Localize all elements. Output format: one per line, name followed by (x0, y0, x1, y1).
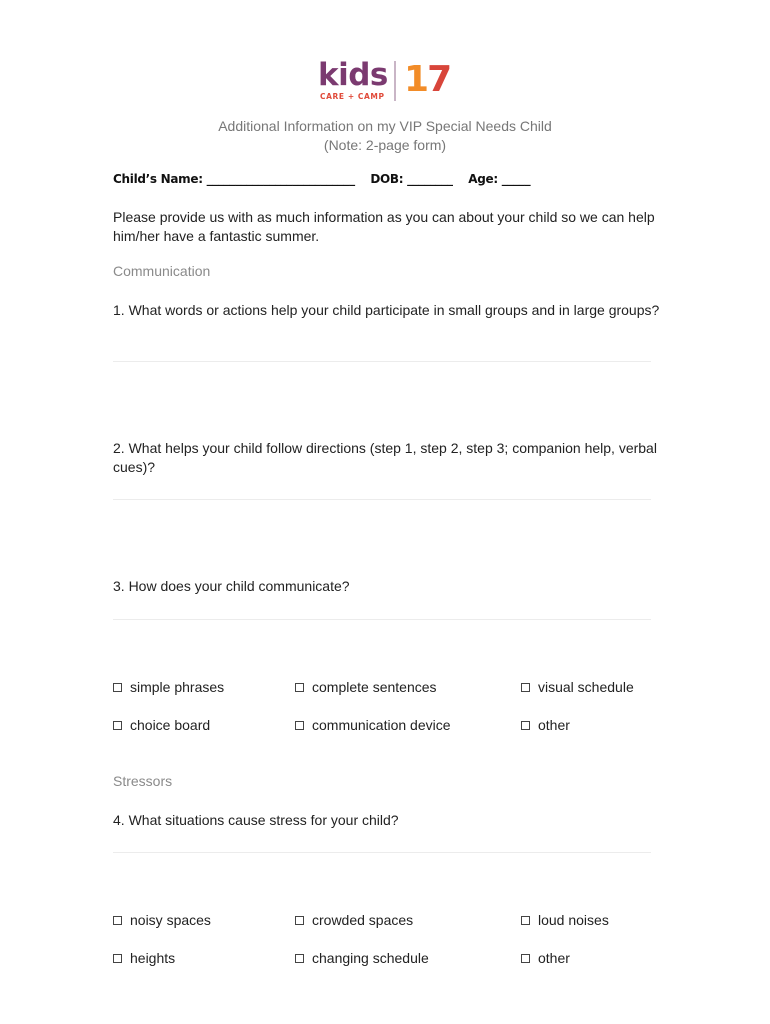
question-1: 1. What words or actions help your child participate in small groups and in large groups? (113, 302, 660, 318)
option-label: communication device (312, 717, 451, 733)
logo-number (404, 60, 450, 100)
child-info-fields (113, 172, 530, 186)
child-name-label: Child’s Name: (113, 172, 203, 186)
option-label: simple phrases (130, 679, 225, 695)
checkbox-square-icon[interactable] (521, 916, 530, 925)
checkbox-square-icon[interactable] (113, 954, 122, 963)
option-label: crowded spaces (312, 912, 414, 928)
child-name-field[interactable]: __________________________ (206, 172, 355, 186)
section-communication: Communication (113, 263, 211, 279)
checkbox-noisy-spaces[interactable] (113, 912, 211, 928)
option-label: changing schedule (312, 950, 429, 966)
checkbox-visual-schedule[interactable] (521, 679, 634, 695)
dob-field[interactable]: ________ (407, 172, 453, 186)
checkbox-crowded-spaces[interactable] (295, 912, 413, 928)
logo-digit-seven: 7 (427, 59, 451, 100)
option-label: other (538, 950, 570, 966)
option-label: loud noises (538, 912, 609, 928)
checkbox-square-icon[interactable] (113, 721, 122, 730)
checkbox-other-communication[interactable] (521, 717, 570, 733)
checkbox-complete-sentences[interactable] (295, 679, 437, 695)
option-label: choice board (130, 717, 211, 733)
option-label: heights (130, 950, 176, 966)
question-2: 2. What helps your child follow directions (step 1, step 2, step 3; companion help, verbal cues)? (113, 440, 657, 475)
checkbox-changing-schedule[interactable] (295, 950, 429, 966)
checkbox-square-icon[interactable] (521, 721, 530, 730)
answer-line-3[interactable] (113, 619, 651, 620)
logo-divider (394, 61, 396, 101)
checkbox-square-icon[interactable] (113, 916, 122, 925)
checkbox-simple-phrases[interactable] (113, 679, 224, 695)
form-note: (Note: 2-page form) (323, 137, 447, 153)
question-3: 3. How does your child communicate? (113, 578, 350, 594)
option-label: visual schedule (538, 679, 634, 695)
section-stressors: Stressors (113, 773, 173, 789)
option-label: noisy spaces (130, 912, 211, 928)
checkbox-square-icon[interactable] (113, 683, 122, 692)
option-label: complete sentences (312, 679, 437, 695)
question-4: 4. What situations cause stress for your child? (113, 812, 399, 828)
dob-label: DOB: (370, 172, 404, 186)
answer-line-4[interactable] (113, 852, 651, 853)
checkbox-square-icon[interactable] (521, 954, 530, 963)
checkbox-square-icon[interactable] (295, 683, 304, 692)
checkbox-other-stressor[interactable] (521, 950, 570, 966)
answer-line-2[interactable] (113, 499, 651, 500)
intro-paragraph: Please provide us with as much information as you can about your child so we can help him/her have a fantastic summer. (113, 209, 655, 244)
checkbox-communication-device[interactable] (295, 717, 451, 733)
form-title: Additional Information on my VIP Special Needs Child (218, 118, 552, 134)
checkbox-square-icon[interactable] (295, 954, 304, 963)
kids-care-camp-logo (318, 58, 458, 104)
checkbox-heights[interactable] (113, 950, 175, 966)
checkbox-loud-noises[interactable] (521, 912, 609, 928)
checkbox-square-icon[interactable] (295, 721, 304, 730)
checkbox-choice-board[interactable] (113, 717, 210, 733)
age-field[interactable]: _____ (501, 172, 531, 186)
age-label: Age: (468, 172, 498, 186)
checkbox-square-icon[interactable] (295, 916, 304, 925)
option-label: other (538, 717, 570, 733)
logo-subtitle: CARE + CAMP (320, 92, 385, 101)
logo-wordmark: kids (318, 57, 388, 93)
answer-line-1[interactable] (113, 361, 651, 362)
logo-digit-one: 1 (404, 59, 428, 100)
checkbox-square-icon[interactable] (521, 683, 530, 692)
